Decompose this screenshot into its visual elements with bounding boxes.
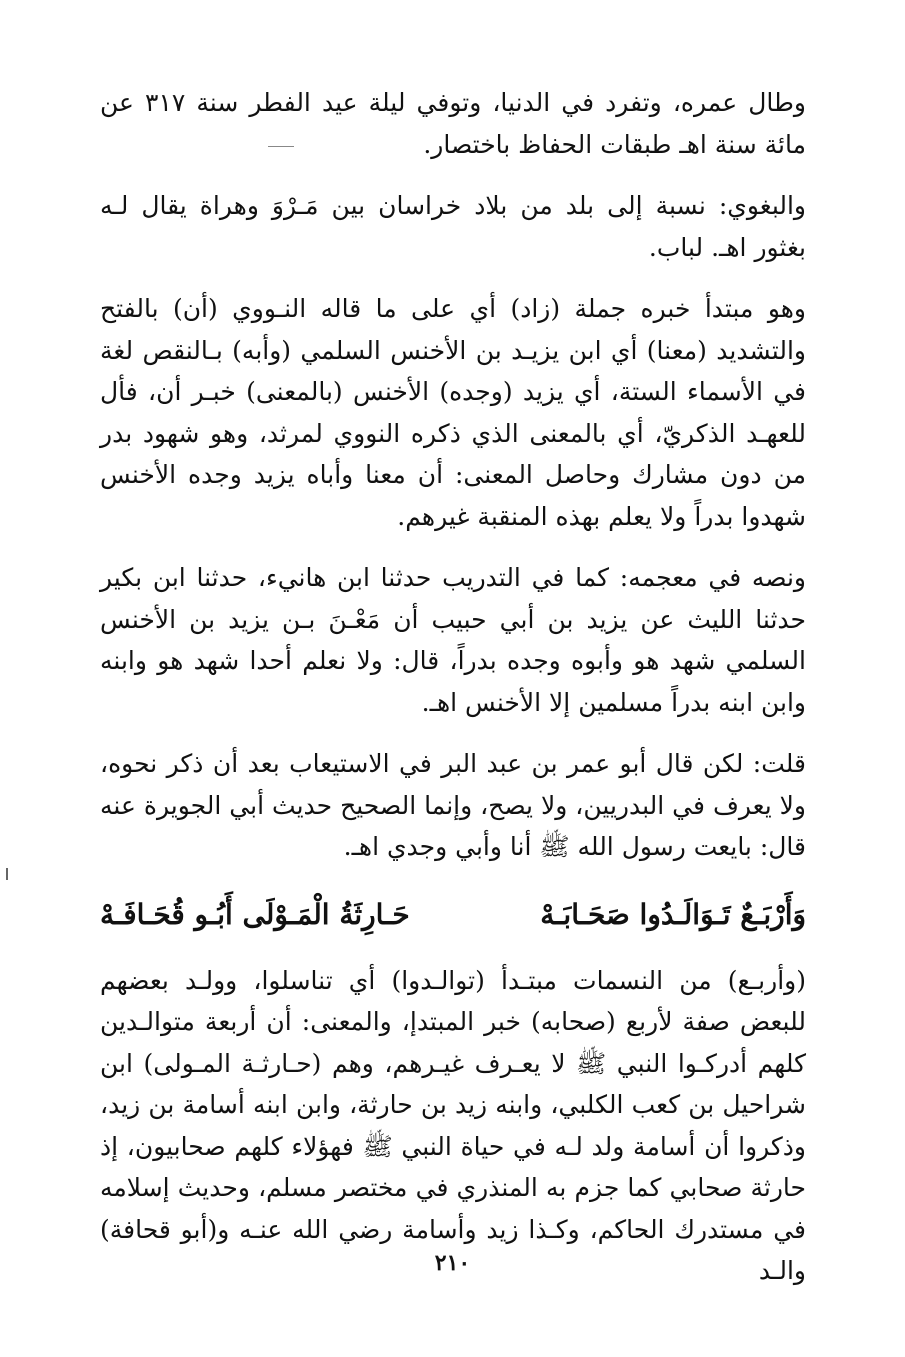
paragraph-1: وطال عمره، وتفرد في الدنيا، وتوفي ليلة عيد الفطر سنة ٣١٧ عن مائة سنة اهـ طبقات الحفاظ باختصار. <box>100 88 806 159</box>
paragraph-5: قلت: لكن قال أبو عمر بن عبد البر في الاستيعاب بعد أن ذكر نحوه، ولا يعرف في البدريين، ولا يصح، وإنما الصحيح حديث أبي الجويرة عنه قال: بايعت رسول الله ﷺ أنا وأبي وجدي اهـ. <box>100 749 806 861</box>
margin-mark <box>6 868 8 880</box>
paragraph-2: والبغوي: نسبة إلى بلد من بلاد خراسان بين مَـرْوَ وهراة يقال لـه بغثور اهـ. لباب. <box>100 191 806 262</box>
verse-first-hemistich: وَأَرْبَـعٌ تَـوَالَـدُوا صَحَـابَـهْ <box>540 897 806 931</box>
paragraph-4: ونصه في معجمه: كما في التدريب حدثنا ابن هانيء، حدثنا ابن بكير حدثنا الليث عن يزيد بن أبي حبيب أن مَعْـنَ بـن يزيد بن الأخنس السلمي شهد هو وأبوه وجده بدراً، قال: ولا نعلم أحدا شهد هو وابنه وابن ابنه بدراً مسلمين إلا الأخنس اهـ. <box>100 563 806 717</box>
poem-verse <box>100 888 806 942</box>
page-number: ٢١٠ <box>434 1250 471 1276</box>
paragraph-3: وهو مبتدأ خبره جملة (زاد) أي على ما قاله النـووي (أن) بالفتح والتشديد (معنا) أي ابن يزيـد بن الأخنس السلمي (وأبه) بـالنقص لغة في الأسماء الستة، أي يزيد (وجده) الأخنس (بالمعنى) خبـر أن، فأل للعهـد الذكريّ، أي بالمعنى الذي ذكره النووي لمرثد، وهو شهود بدر من دون مشارك وحاصل المعنى: أن معنا وأباه يزيد وجده الأخنس شهدوا بدراً ولا يعلم بهذه المنقبة غيرهم. <box>100 294 806 531</box>
verse-second-hemistich: حَـارِثَةُ الْمَـوْلَى أَبُـو قُحَـافَـهْ <box>100 897 410 931</box>
commentary-paragraph: (وأربـع) من النسمات مبتـدأ (توالـدوا) أي تناسلوا، وولـد بعضهم للبعض صفة لأربع (صحابه) خبر المبتدإ، والمعنى: أن أربعة متوالـدين كلهم أدركـوا النبي ﷺ لا يعـرف غيـرهم، وهم (حـارثـة المـولى) ابن شراحيل بن كعب الكلبي، وابنه زيد بن حارثة، وابن ابنه أسامة بن زيد، وذكروا أن أسامة ولد لـه في حياة النبي ﷺ فهؤلاء كلهم صحابيون، إذ حارثة صحابي كما جزم به المنذري في مختصر مسلم، وحديث إسلامه في مستدرك الحاكم، وكـذا زيد وأسامة رضي الله عنـه و(أبو قحافة) والـد <box>100 965 806 1285</box>
page-body <box>100 82 806 1312</box>
